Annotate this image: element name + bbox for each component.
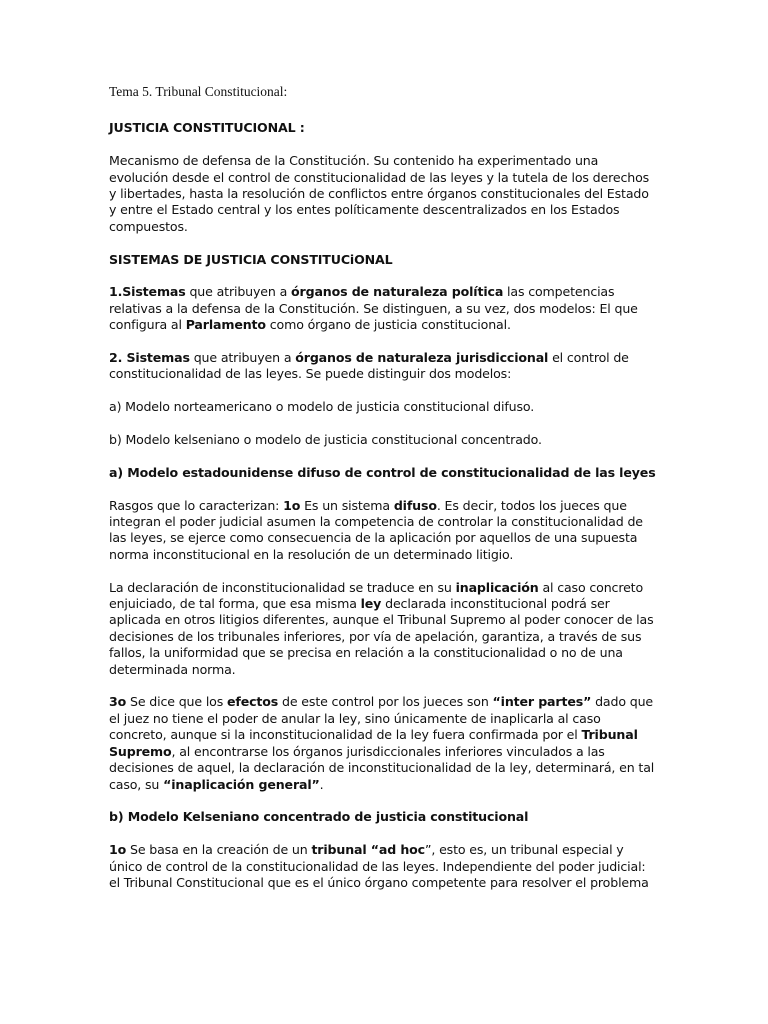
document-body: [109, 84, 659, 908]
bold-term: 1o: [109, 842, 127, 858]
text-run: ”, esto es, un tribunal especial y único de control de la constitucionalidad de las leyes. Independiente del poder judicial: el Tribunal Constitucional que es el único órgano competente para resolver el problema: [109, 842, 649, 890]
bold-term: órganos de naturaleza jurisdiccional: [295, 350, 549, 366]
paragraph-tribunal-ad-hoc: [109, 842, 659, 891]
bold-term: “inter partes”: [492, 694, 592, 710]
text-run: Se basa en la creación de un: [126, 842, 312, 858]
text-run: que atribuyen a: [189, 350, 296, 366]
paragraph-efectos: [109, 694, 659, 792]
section-heading-justicia: JUSTICIA CONSTITUCIONAL :: [109, 120, 305, 136]
section-heading-modelo-kelseniano: b) Modelo Kelseniano concentrado de justicia constitucional: [109, 809, 529, 825]
paragraph-definition: Mecanismo de defensa de la Constitución. Su contenido ha experimentado una evolución desde el control de constitucionalidad de las leyes y la tutela de los derechos y libertades, hasta la resolución de conflictos entre órganos constitucionales del Estado y entre el Estado central y los entes políticamente descentralizados en los Estados compuestos.: [109, 153, 650, 234]
document-title: Tema 5. Tribunal Constitucional:: [109, 84, 288, 99]
text-run: , al encontrarse los órganos jurisdiccionales inferiores vinculados a las decisiones de aquel, la declaración de inconstitucionalidad de la ley, determinará, en tal caso, su: [109, 743, 655, 792]
section-heading-sistemas: SISTEMAS DE JUSTICIA CONSTITUCiONAL: [109, 251, 393, 267]
paragraph-model-b: b) Modelo kelseniano o modelo de justicia constitucional concentrado.: [109, 432, 542, 448]
bold-term: Tribunal Supremo: [109, 727, 638, 759]
bold-term: efectos: [227, 694, 279, 710]
text-run: las competencias relativas a la defensa de la Constitución. Se distinguen, a su vez, dos modelos: El que configura al: [109, 284, 638, 333]
bold-term: órganos de naturaleza política: [291, 284, 504, 300]
text-run: . Es decir, todos los jueces que integran el poder judicial asumen la competencia de controlar la constitucionalidad de las leyes, se ejerce como consecuencia de la aplicación por aquellos de una supuesta norma inconstitucional en la resolución de un determinado litigio.: [109, 497, 643, 562]
paragraph-declaracion: [109, 580, 659, 678]
bold-term: inaplicación: [455, 579, 539, 595]
text-run: .: [319, 776, 324, 792]
text-run: Rasgos que lo caracterizan:: [109, 497, 284, 513]
section-heading-modelo-estadounidense: a) Modelo estadounidense difuso de control de constitucionalidad de las leyes: [109, 464, 656, 480]
bold-term: Parlamento: [185, 317, 266, 333]
text-run: declarada inconstitucional podrá ser aplicada en otros litigios diferentes, aunque el Tribunal Supremo al poder conocer de las decisiones de los tribunales inferiores, por vía de apelación, garantiza, a través de sus fallos, la uniformidad que se precisa en relación a la constitucionalidad o no de una determinada norma.: [109, 596, 654, 677]
text-run: al caso concreto enjuiciado, de tal forma, que esa misma: [109, 579, 644, 612]
bold-term: 3o: [109, 694, 127, 710]
bold-term: ley: [360, 596, 382, 612]
paragraph-sistemas-jurisdiccionales: [109, 350, 659, 383]
paragraph-rasgos: [109, 498, 659, 564]
text-run: Se dice que los: [126, 694, 227, 710]
bold-term: 2. Sistemas: [109, 350, 190, 366]
text-run: como órgano de justicia constitucional.: [265, 317, 511, 333]
bold-term: tribunal “ad hoc: [311, 842, 425, 858]
text-run: que atribuyen a: [185, 284, 292, 300]
text-run: La declaración de inconstitucionalidad se traduce en su: [109, 579, 456, 595]
text-run: de este control por los jueces son: [278, 694, 493, 710]
text-run: el control de constitucionalidad de las leyes. Se puede distinguir dos modelos:: [109, 350, 629, 382]
text-run: Es un sistema: [300, 497, 394, 513]
text-run: dado que el juez no tiene el poder de anular la ley, sino únicamente de inaplicarla al caso concreto, aunque si la inconstitucionalidad de la ley fuera confirmada por el: [109, 694, 654, 743]
bold-term: 1.Sistemas: [109, 284, 186, 300]
paragraph-model-a: a) Modelo norteamericano o modelo de justicia constitucional difuso.: [109, 399, 535, 415]
bold-term: 1o: [283, 497, 301, 513]
bold-term: “inaplicación general”: [163, 776, 320, 792]
bold-term: difuso: [393, 497, 437, 513]
paragraph-sistemas-politicos: [109, 284, 659, 333]
